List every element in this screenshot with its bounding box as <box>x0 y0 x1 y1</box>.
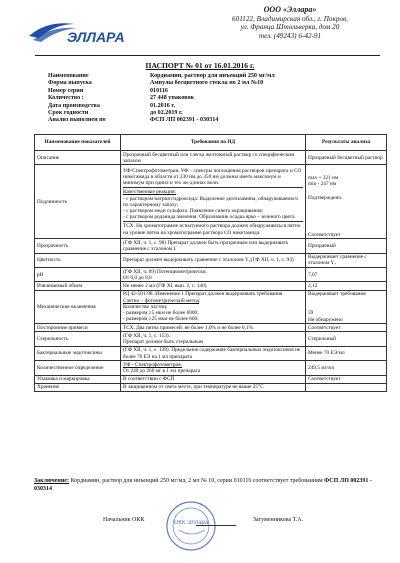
info-row <box>48 103 378 110</box>
requirement <box>121 290 306 324</box>
stamp-seal-icon <box>165 500 217 552</box>
param-name: Прозрачность <box>35 239 121 253</box>
logo-text: ЭЛЛАРА <box>67 29 125 45</box>
document-title: ПАСПОРТ № 01 от 16.01.2016 г. <box>145 61 255 70</box>
table-row <box>35 361 387 375</box>
requirement-line: РД 42-501-98. Изменение 1 Препарат должен выдерживать требования <box>123 291 283 298</box>
requirement-line: - размером ≥5 мкм не более 6000; <box>123 310 199 317</box>
requirement <box>121 151 306 165</box>
signatory-name: Загуменникова Т.А. <box>253 517 304 523</box>
requirement-line: От 240 до 260 мг в 1 мл препарата <box>123 367 201 374</box>
conclusion <box>34 478 386 493</box>
info-label: Срок годности <box>48 110 89 117</box>
column-header: Требования по НД <box>121 135 306 151</box>
requirement <box>121 165 306 239</box>
param-name: Механические включения <box>35 290 121 324</box>
param-name: Количественное определение <box>35 361 121 375</box>
header-divider <box>35 55 380 56</box>
table-row <box>35 282 387 290</box>
info-row <box>48 95 378 102</box>
param-name: Стерильность <box>35 332 121 346</box>
company-header <box>195 6 385 40</box>
column-header: Результаты анализа <box>306 135 387 151</box>
table-row <box>35 239 387 253</box>
result <box>306 290 387 324</box>
table-row <box>35 375 387 383</box>
conclusion-lead: Заключение: <box>34 478 69 484</box>
info-value: ФСП ЛП 002391 - 030314 <box>150 117 219 124</box>
param-name: Цветность <box>35 253 121 267</box>
table-row <box>35 290 387 324</box>
result <box>306 383 387 391</box>
info-label: Количество : <box>48 95 84 102</box>
requirement: (ГФ XII, ч. 1, с. 128). Предельное содержание бактериальных эндотоксинов не более 70 ЕЭ на 1 мл препарата <box>121 346 306 360</box>
requirement: В защищенном от света месте, при температуре не выше 25°С <box>121 383 306 391</box>
table-row <box>35 253 387 267</box>
column-header: Наименование показателей <box>35 135 121 151</box>
result: 2,12 <box>306 282 387 290</box>
result-line: Не обнаружено <box>308 316 343 323</box>
result-line: Выдерживает требования <box>308 291 366 298</box>
requirement-line: УФ - Спектрофотометрия. <box>123 361 182 368</box>
requirement-line: (ГФ XII, ч. 1, с. 153). <box>123 332 170 339</box>
requirement <box>121 361 306 375</box>
requirement: Препарат должен выдерживать сравнение с эталоном Y₇(ГФ XII, ч. 1, с. 93) <box>121 253 306 267</box>
product-info <box>48 73 378 125</box>
result-line: Подтверждено. <box>308 195 343 202</box>
requirement-line: - с раствором меди сульфата. Появление синего окрашивания; <box>123 208 264 215</box>
info-row <box>48 80 378 87</box>
table-row <box>35 165 387 239</box>
result: Менее 70 ЕЭ/мл <box>306 346 387 360</box>
requirement-line: Препарат должен быть стерильным <box>123 339 204 346</box>
phone: тел. (49243) 6-42-91 <box>258 31 322 40</box>
requirement: (ГФ XII, ч. 1, с. 98) Препарат должен быть прозрачным или выдерживать сравнение с эталоном I. <box>121 239 306 253</box>
param-name: Описание <box>35 151 121 165</box>
requirement-line: - с раствором натрия гидроксида: Выделение диэтиламина, обнаруживаемого по характерному запаху; <box>123 195 299 208</box>
stamp <box>165 500 217 552</box>
result-line: 59 <box>308 310 314 317</box>
requirement-line: УФ-Спектрофотометрия. УФ – спектры поглощения растворов препарата и СО никетамида в области от 230 нм до 350 нм должны иметь максимум и минимум при одних и тех же длинах волн. <box>123 168 303 189</box>
table-row <box>35 151 387 165</box>
param-name: Посторонние примеси <box>35 324 121 332</box>
result: Прозрачный <box>306 239 387 253</box>
result: Соответствует <box>306 375 387 383</box>
info-value: 010116 <box>150 87 168 94</box>
conclusion-doc: ФСП ЛП 002391 - 030314 <box>34 478 372 492</box>
requirement-line: - размером ≥25 мкм не более 600; <box>123 316 199 323</box>
result-line: max + 321 нм <box>308 174 339 181</box>
info-label: Номер серии <box>48 87 84 94</box>
info-label: Наименование <box>48 73 89 79</box>
stamp-text: ОКК Эллара <box>173 520 209 526</box>
company-logo <box>27 18 147 46</box>
info-row <box>48 110 378 117</box>
result: 7,07 <box>306 268 387 282</box>
param-name: pH <box>35 268 121 282</box>
address-line-2: ул. Франца Штольверка, дом 20 <box>240 23 340 32</box>
param-name: Бактериальные эндотоксины <box>35 346 121 360</box>
result: Выдерживает сравнение с эталоном Y₇ <box>306 253 387 267</box>
requirement-line: Прозрачный бесцветный или слегка желтоватый раствор со специфическим запахом <box>123 151 295 164</box>
requirement: ТСХ. Два пятна примесей: не более 1,0% и не более 0,1% <box>121 324 306 332</box>
requirement <box>121 268 306 282</box>
signature-block <box>103 517 363 523</box>
info-value: Кордиамин, раствор для инъекций 250 мг/мл <box>150 73 275 79</box>
conclusion-text: Кордиамин, раствор для инъекций 250 мг/мл, 2 мл № 10, серии 010116 соответствует требованиям <box>70 478 325 484</box>
requirement-line: Качественные реакции: <box>123 189 177 196</box>
table-row <box>35 324 387 332</box>
requirement-line: Счетно – фотометрический метод <box>123 297 200 304</box>
table-row <box>35 332 387 346</box>
info-value: до 02.2019 г. <box>150 110 183 117</box>
result: 249,5 мг/мл <box>306 361 387 375</box>
param-name: Подлинность <box>35 165 121 239</box>
result: Стерильный <box>306 332 387 346</box>
info-row <box>48 117 378 124</box>
requirement-line: Количество частиц: <box>123 303 168 310</box>
address-line-1: 601122, Владимирская обл., г. Покров, <box>232 14 348 23</box>
requirement-line: (ГФ XII, ч. 89) Потенциометрически. <box>123 268 207 275</box>
result-line: min - 247 нм <box>308 181 337 188</box>
result: Соответствует <box>306 324 387 332</box>
result <box>306 165 387 239</box>
result <box>306 151 387 165</box>
requirement: В соответствии с ФСП <box>121 375 306 383</box>
requirement-line: - с раствором роданида аммония. Образование осадка ярко – зеленого цвета. <box>123 214 303 222</box>
requirement: Не менее 2 мл (ГФ XI, вып. 2, с. 140) <box>121 282 306 290</box>
info-value: Ампулы бесцветного стекла по 2 мл №10 <box>150 80 264 87</box>
info-value: 01.2016 г. <box>150 102 175 109</box>
result-line: Прозрачный бесцветный раствор <box>308 154 383 161</box>
result-line: Соответствует <box>308 231 341 238</box>
info-label: Анализ выполнен по <box>48 117 106 124</box>
param-name: Хранение <box>35 383 121 391</box>
requirement-line: ТСХ. На хроматограмме испытуемого раствора должно обнаруживаться пятно на уровне пятна на хроматограмме раствора СО никетамида. <box>123 223 301 236</box>
table-row <box>35 383 387 391</box>
info-label: Форма выпуска <box>48 80 92 87</box>
param-name: Извлекаемый объем <box>35 282 121 290</box>
requirement-line: От 6,0 до 8,0 <box>123 274 152 281</box>
table-row <box>35 346 387 360</box>
info-value: 27 448 упаковок <box>150 95 195 102</box>
signature-line <box>196 525 236 526</box>
logo-swoosh-icon <box>27 18 147 46</box>
requirement <box>121 332 306 346</box>
signature-label: Начальник ОКК <box>103 517 145 523</box>
info-row <box>48 88 378 95</box>
param-name: Упаковка и маркировка <box>35 375 121 383</box>
table-row <box>35 268 387 282</box>
table-header-row <box>35 135 387 151</box>
info-label: Дата производства <box>48 102 100 109</box>
company-name: ООО «Эллара» <box>263 5 317 14</box>
specification-table <box>34 134 387 392</box>
